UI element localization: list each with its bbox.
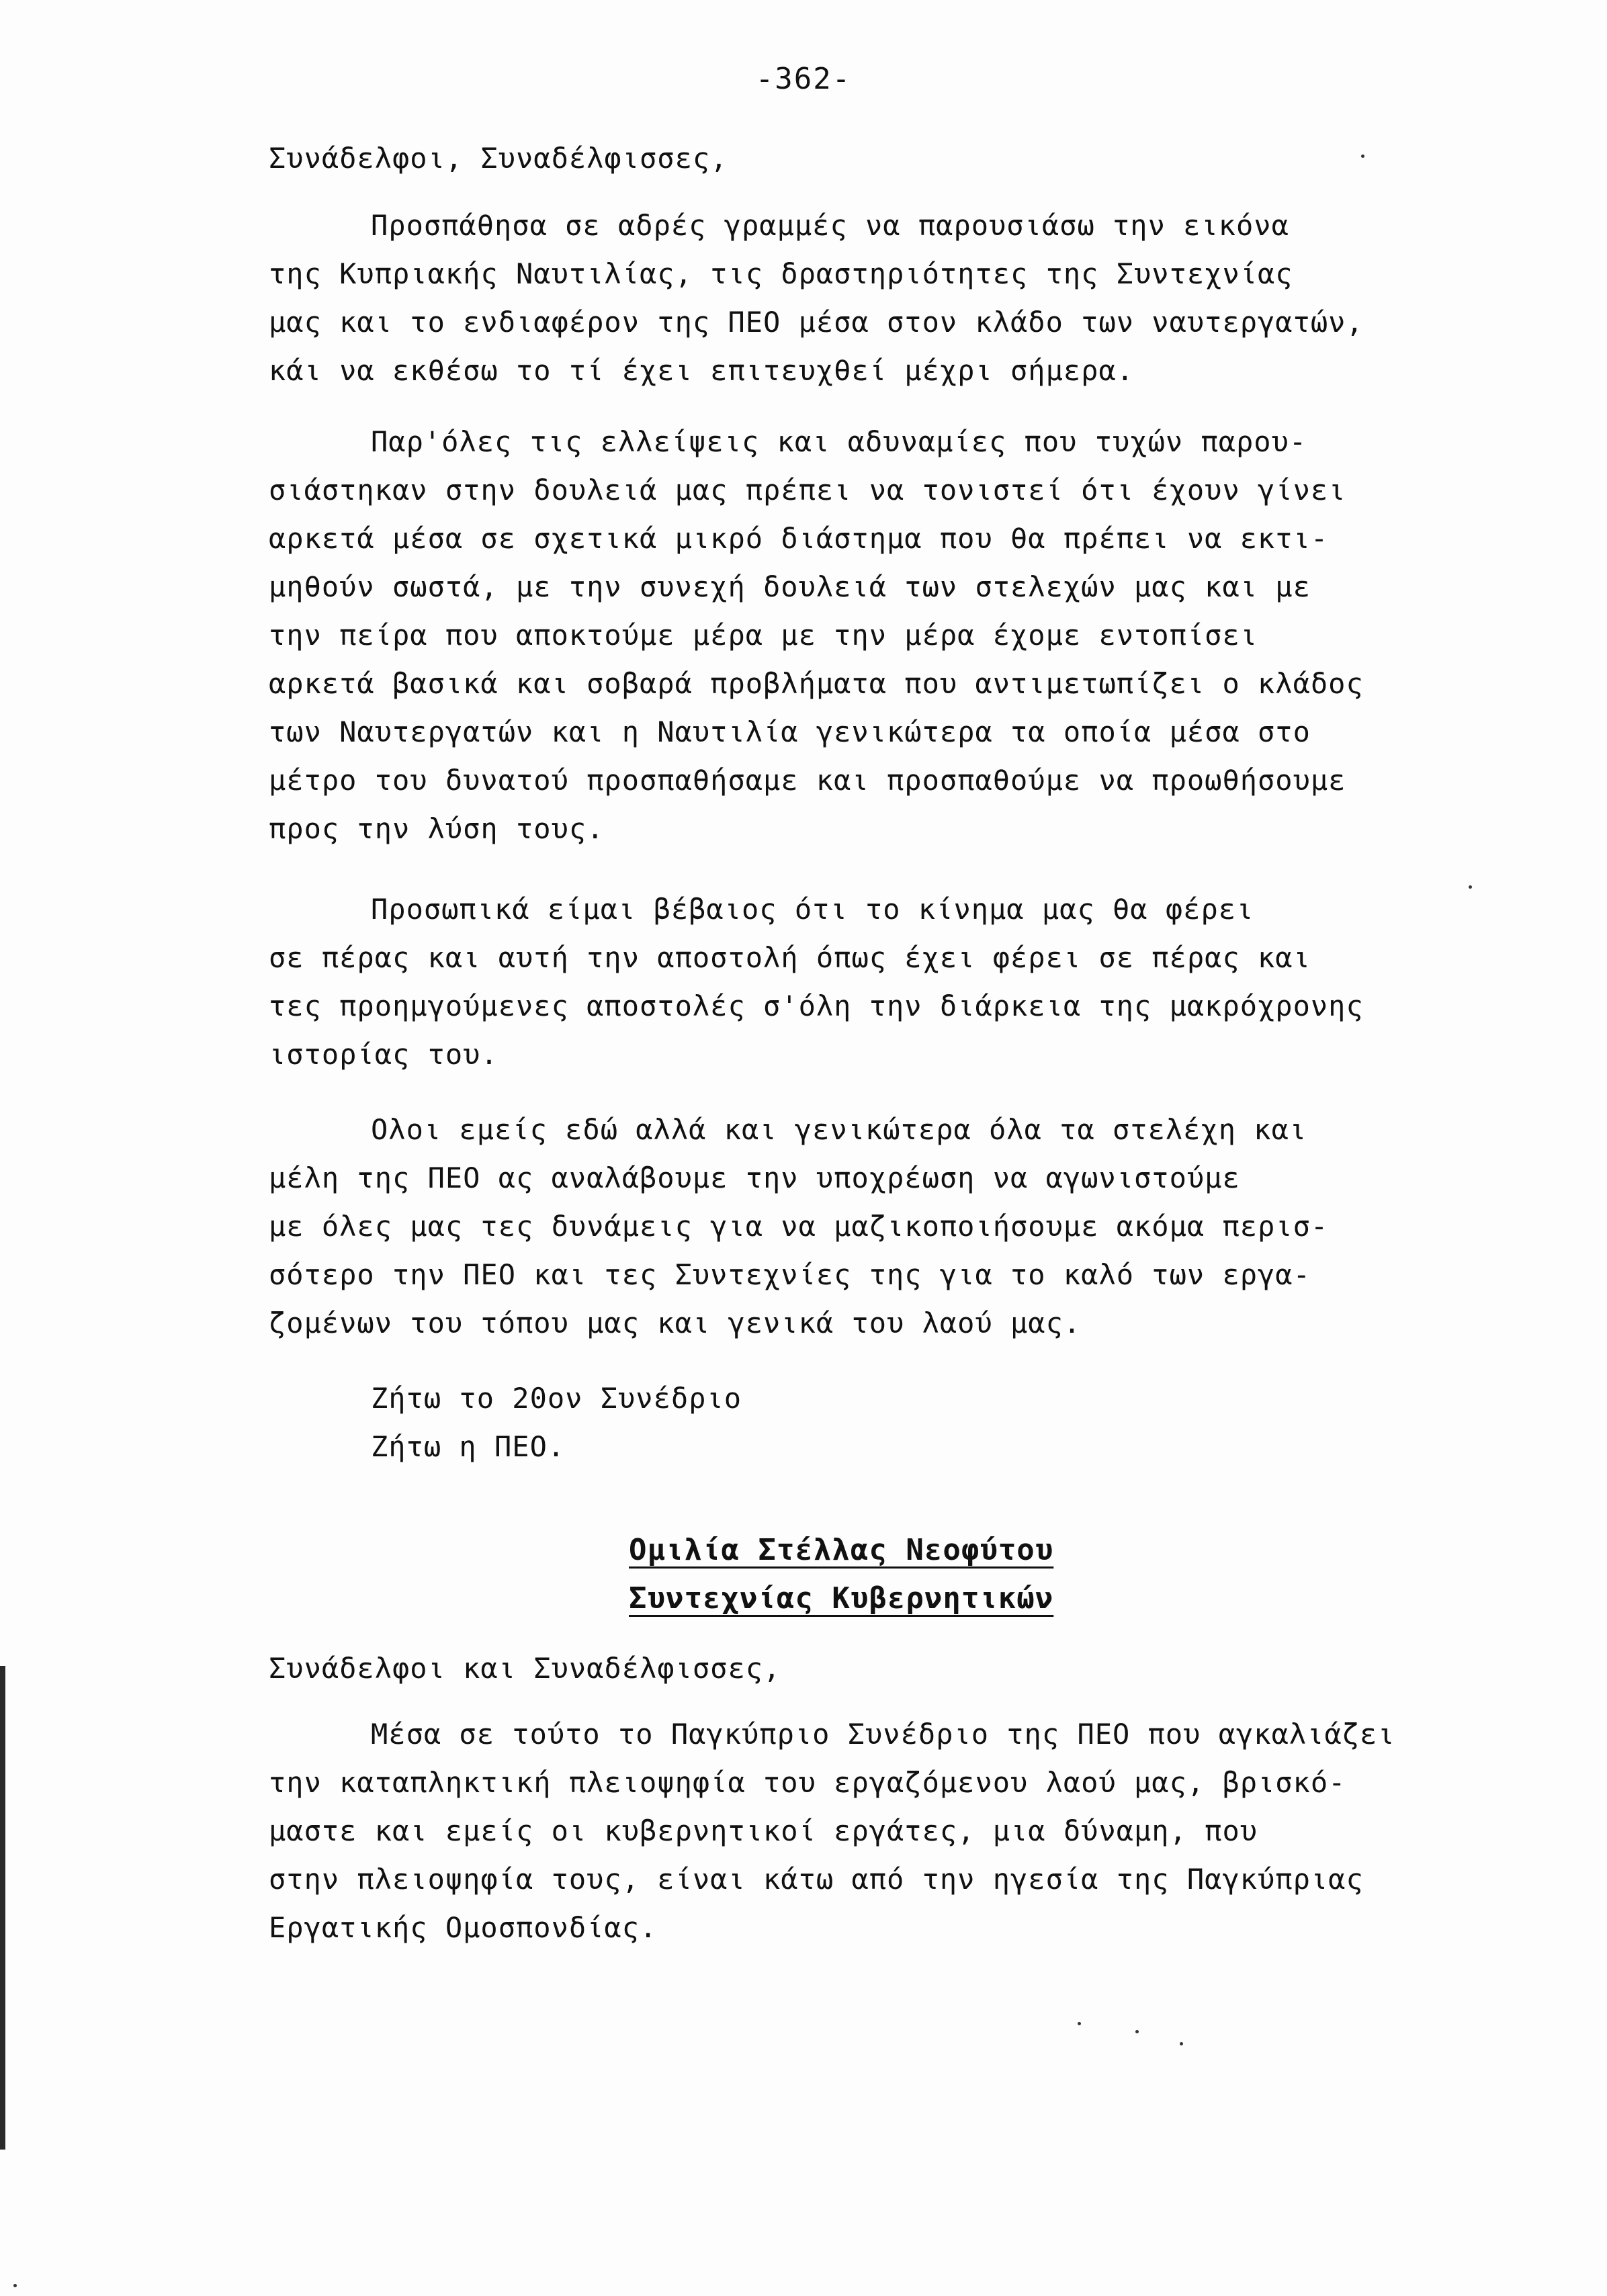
paragraph-line: σότερο την ΠΕΟ και τες Συντεχνίες της για το καλό των εργα- bbox=[269, 1258, 1311, 1291]
salutation bbox=[269, 134, 1532, 183]
page-number: -362- bbox=[755, 62, 852, 96]
paragraph-line: Εργατικής Ομοσπονδίας. bbox=[269, 1911, 658, 1944]
scan-speck bbox=[13, 2284, 17, 2287]
paragraph-line: μέλη της ΠΕΟ ας αναλάβουμε την υποχρέωση να αγωνιστούμε bbox=[269, 1161, 1240, 1194]
paragraph-line: στην πλειοψηφία τους, είναι κάτω από την ηγεσία της Παγκύπριας bbox=[269, 1863, 1364, 1896]
scan-speck bbox=[1135, 2030, 1139, 2033]
paragraph-line: προς την λύση τους. bbox=[269, 812, 605, 845]
closing-line: Ζήτω το 20ον Συνέδριο bbox=[371, 1382, 742, 1415]
paragraph-line: μέτρο του δυνατού προσπαθήσαμε και προσπαθούμε να προωθήσουμε bbox=[269, 764, 1346, 797]
paragraph-line: την πείρα που αποκτούμε μέρα με την μέρα έχομε εντοπίσει bbox=[269, 619, 1258, 652]
speech-heading bbox=[0, 1526, 1607, 1623]
paragraph-line: Μέσα σε τούτο το Παγκύπριο Συνέδριο της ΠΕΟ που αγκαλιάζει bbox=[371, 1718, 1395, 1751]
closing-line: Ζήτω η ΠΕΟ. bbox=[371, 1430, 566, 1463]
paragraph-line: με όλες μας τες δυνάμεις για να μαζικοποιήσουμε ακόμα περισ- bbox=[269, 1210, 1329, 1243]
paragraph bbox=[269, 1710, 1532, 1952]
paragraph-line: σε πέρας και αυτή την αποστολή όπως έχει φέρει σε πέρας και bbox=[269, 941, 1311, 974]
paragraph-line: Προσωπικά είμαι βέβαιος ότι το κίνημα μας θα φέρει bbox=[371, 893, 1254, 926]
paragraph-line: σιάστηκαν στην δουλειά μας πρέπει να τονιστεί ότι έχουν γίνει bbox=[269, 474, 1346, 506]
scan-speck bbox=[1078, 2022, 1081, 2025]
scan-binding-edge bbox=[0, 1666, 5, 2150]
paragraph bbox=[269, 1106, 1532, 1348]
scan-speck bbox=[1180, 2042, 1183, 2045]
paragraph-line: μας και το ενδιαφέρον της ΠΕΟ μέσα στον κλάδο των ναυτεργατών, bbox=[269, 306, 1364, 339]
salutation-line: Συνάδελφοι και Συναδέλφισσες, bbox=[269, 1652, 781, 1685]
paragraph-line: των Ναυτεργατών και η Ναυτιλία γενικώτερα τα οποία μέσα στο bbox=[269, 715, 1311, 748]
paragraph bbox=[269, 885, 1532, 1079]
paragraph-line: αρκετά μέσα σε σχετικά μικρό διάστημα που θα πρέπει να εκτι- bbox=[269, 522, 1329, 555]
paragraph-line: ζομένων του τόπου μας και γενικά του λαού μας. bbox=[269, 1307, 1082, 1339]
paragraph-line: μαστε και εμείς οι κυβερνητικοί εργάτες, μια δύναμη, που bbox=[269, 1814, 1258, 1847]
paragraph-line: μηθούν σωστά, με την συνεχή δουλειά των στελεχών μας και με bbox=[269, 570, 1311, 603]
salutation-line: Συνάδελφοι, Συναδέλφισσες, bbox=[269, 142, 728, 175]
heading-line: Ομιλία Στέλλας Νεοφύτου bbox=[629, 1533, 1054, 1567]
scan-speck bbox=[1361, 154, 1364, 158]
heading-line: Συντεχνίας Κυβερνητικών bbox=[629, 1581, 1054, 1616]
paragraph-line: κάι να εκθέσω το τί έχει επιτευχθεί μέχρι σήμερα. bbox=[269, 354, 1135, 387]
paragraph-line: Παρ'όλες τις ελλείψεις και αδυναμίες που τυχών παρου- bbox=[371, 425, 1307, 458]
paragraph bbox=[269, 202, 1532, 395]
paragraph-line: την καταπληκτική πλειοψηφία του εργαζόμενου λαού μας, βρισκό- bbox=[269, 1766, 1346, 1799]
paragraph-line: αρκετά βασικά και σοβαρά προβλήματα που αντιμετωπίζει ο κλάδος bbox=[269, 667, 1364, 700]
paragraph-line: της Κυπριακής Ναυτιλίας, τις δραστηριότητες της Συντεχνίας bbox=[269, 257, 1293, 290]
paragraph-line: Ολοι εμείς εδώ αλλά και γενικώτερα όλα τα στελέχη και bbox=[371, 1113, 1307, 1146]
paragraph-line: τες προημγούμενες αποστολές σ'όλη την διάρκεια της μακρόχρονης bbox=[269, 989, 1364, 1022]
scan-speck bbox=[1469, 885, 1472, 889]
closing bbox=[269, 1374, 1532, 1471]
paragraph bbox=[269, 418, 1532, 853]
salutation bbox=[269, 1644, 1532, 1693]
paragraph-line: ιστορίας του. bbox=[269, 1038, 498, 1071]
paragraph-line: Προσπάθησα σε αδρές γραμμές να παρουσιάσω την εικόνα bbox=[371, 209, 1289, 242]
